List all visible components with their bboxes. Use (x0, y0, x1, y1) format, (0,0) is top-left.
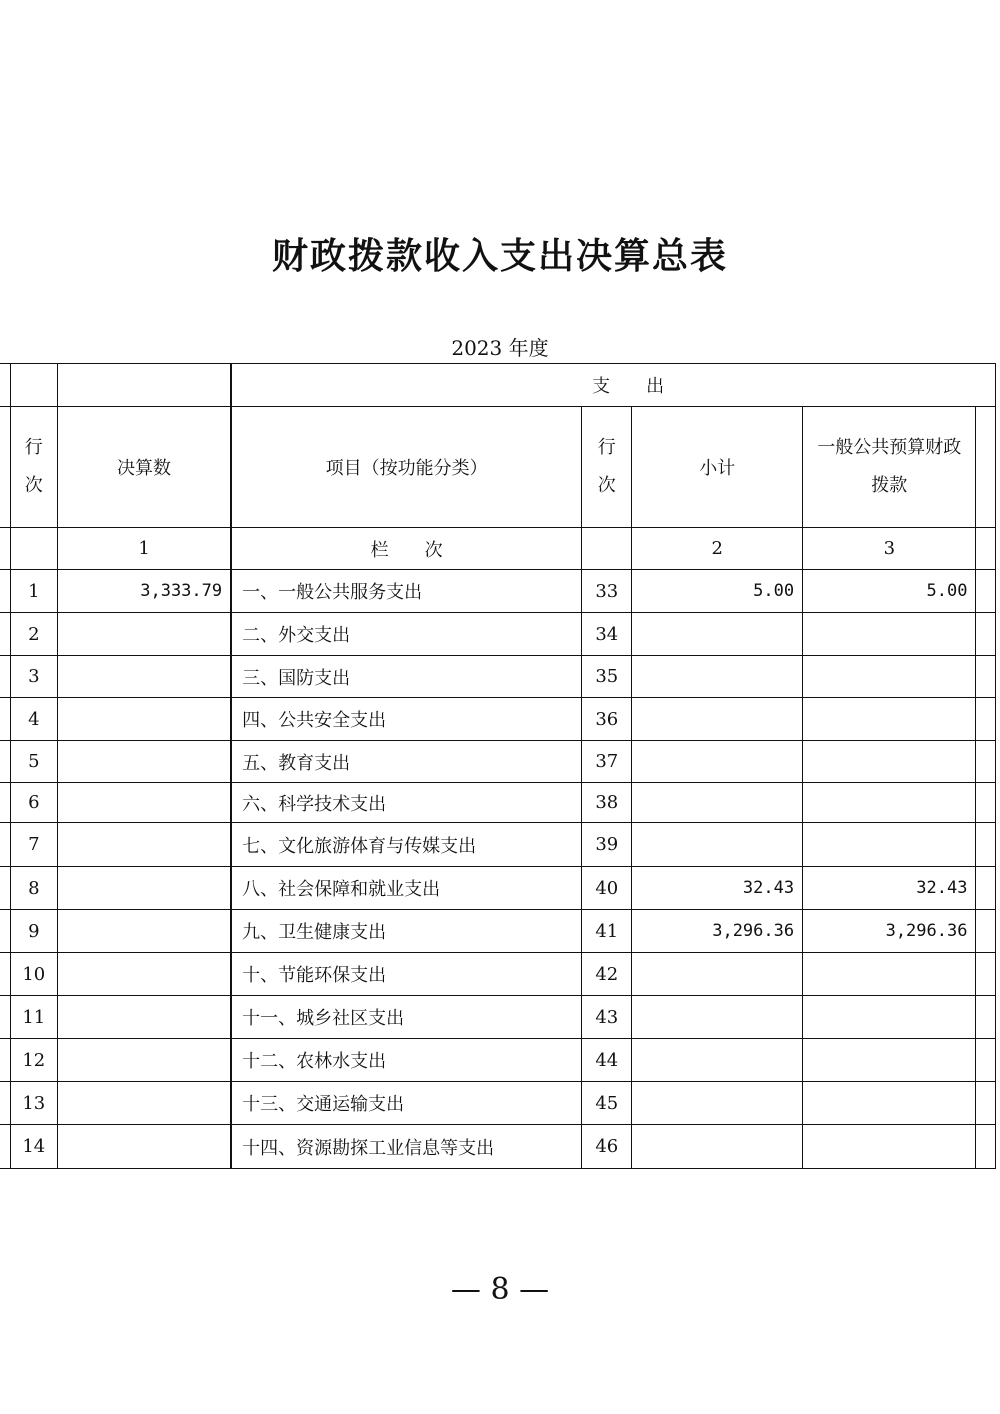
row-no2: 46 (582, 1125, 632, 1169)
amount-cell (57, 1082, 231, 1125)
page-number: — 8 — (450, 1272, 550, 1307)
item-cell: 五、教育支出 (231, 741, 582, 783)
table-row (0, 910, 996, 953)
table-row (0, 698, 996, 741)
edge-cell (976, 741, 996, 783)
amount-cell (57, 698, 231, 741)
general-budget-cell (803, 613, 976, 656)
general-budget-cell (803, 1082, 976, 1125)
item-cell: 九、卫生健康支出 (231, 910, 582, 953)
row-no: 6 (10, 783, 57, 823)
subtotal-cell (632, 613, 803, 656)
item-cell: 二、外交支出 (231, 613, 582, 656)
edge-cell (976, 698, 996, 741)
column-number-row (0, 528, 996, 570)
subtotal-cell: 3,296.36 (632, 910, 803, 953)
table-row (0, 1082, 996, 1125)
amount-cell (57, 1125, 231, 1169)
col3-label: 3 (803, 528, 976, 570)
row-no2: 34 (582, 613, 632, 656)
col1-label: 1 (57, 528, 231, 570)
edge-cell (0, 613, 10, 656)
row-no: 1 (10, 570, 57, 613)
edge-cell (976, 910, 996, 953)
header-row-top (0, 364, 996, 407)
row-no: 12 (10, 1039, 57, 1082)
subtotal-cell: 32.43 (632, 867, 803, 910)
expense-header: 支 出 (231, 364, 995, 407)
general-budget-cell (803, 996, 976, 1039)
row-no: 13 (10, 1082, 57, 1125)
row-no2-header: 行次 (597, 437, 616, 496)
amount-cell (57, 867, 231, 910)
row-no: 4 (10, 698, 57, 741)
edge-cell (0, 867, 10, 910)
amount-cell (57, 823, 231, 867)
item-cell: 四、公共安全支出 (231, 698, 582, 741)
row-no: 10 (10, 953, 57, 996)
row-no2: 40 (582, 867, 632, 910)
table-row (0, 1125, 996, 1169)
row-no: 5 (10, 741, 57, 783)
subtotal-cell (632, 1039, 803, 1082)
edge-cell (0, 783, 10, 823)
edge-cell (976, 867, 996, 910)
row-no: 11 (10, 996, 57, 1039)
col-label: 栏 次 (231, 528, 582, 570)
row-no2: 45 (582, 1082, 632, 1125)
row-no2: 38 (582, 783, 632, 823)
item-cell: 十、节能环保支出 (231, 953, 582, 996)
col2-label: 2 (632, 528, 803, 570)
table-row (0, 741, 996, 783)
edge-cell (0, 996, 10, 1039)
edge-cell (0, 656, 10, 698)
header-row-columns (0, 407, 996, 528)
row-no2: 42 (582, 953, 632, 996)
edge-cell (976, 996, 996, 1039)
edge-cell (976, 823, 996, 867)
edge-cell (976, 570, 996, 613)
row-no: 8 (10, 867, 57, 910)
row-no: 3 (10, 656, 57, 698)
edge-cell (976, 953, 996, 996)
amount-cell (57, 741, 231, 783)
edge-cell (0, 1039, 10, 1082)
subtotal-cell (632, 698, 803, 741)
subtotal-cell (632, 953, 803, 996)
edge-cell (0, 570, 10, 613)
subtotal-cell (632, 741, 803, 783)
item-cell: 八、社会保障和就业支出 (231, 867, 582, 910)
row-no: 14 (10, 1125, 57, 1169)
table-row (0, 867, 996, 910)
subtotal-cell (632, 1125, 803, 1169)
edge-cell (0, 1082, 10, 1125)
general-budget-cell (803, 1039, 976, 1082)
table-row (0, 996, 996, 1039)
general-budget-cell (803, 823, 976, 867)
table-row (0, 953, 996, 996)
item-cell: 十二、农林水支出 (231, 1039, 582, 1082)
amount-cell (57, 656, 231, 698)
item-cell: 十四、资源勘探工业信息等支出 (231, 1125, 582, 1169)
row-no2: 43 (582, 996, 632, 1039)
general-budget-header: 一般公共预算财政拨款 (817, 437, 962, 496)
fiscal-year: 2023 年度 (451, 336, 549, 360)
general-budget-cell: 32.43 (803, 867, 976, 910)
amount-cell: 3,333.79 (57, 570, 231, 613)
subtotal-cell: 5.00 (632, 570, 803, 613)
table-row (0, 570, 996, 613)
subtotal-cell (632, 823, 803, 867)
amount-cell (57, 953, 231, 996)
subtotal-header: 小计 (632, 407, 803, 528)
row-no: 9 (10, 910, 57, 953)
item-cell: 三、国防支出 (231, 656, 582, 698)
table-row (0, 656, 996, 698)
table-row (0, 613, 996, 656)
edge-cell (976, 1125, 996, 1169)
amount-cell (57, 910, 231, 953)
subtotal-cell (632, 996, 803, 1039)
row-no2: 36 (582, 698, 632, 741)
row-no2: 35 (582, 656, 632, 698)
edge-cell (976, 613, 996, 656)
edge-cell (0, 953, 10, 996)
amount-cell (57, 613, 231, 656)
item-cell: 一、一般公共服务支出 (231, 570, 582, 613)
general-budget-cell (803, 741, 976, 783)
general-budget-cell (803, 1125, 976, 1169)
edge-cell (0, 910, 10, 953)
row-no2: 41 (582, 910, 632, 953)
subtotal-cell (632, 1082, 803, 1125)
edge-cell (976, 1082, 996, 1125)
table-row (0, 1039, 996, 1082)
subtotal-cell (632, 783, 803, 823)
row-no-header: 行次 (24, 437, 43, 496)
amount-header: 决算数 (57, 407, 231, 528)
item-cell: 七、文化旅游体育与传媒支出 (231, 823, 582, 867)
row-no2: 37 (582, 741, 632, 783)
edge-cell (0, 823, 10, 867)
table-row (0, 823, 996, 867)
row-no2: 39 (582, 823, 632, 867)
edge-cell (976, 1039, 996, 1082)
general-budget-cell (803, 783, 976, 823)
row-no: 2 (10, 613, 57, 656)
amount-cell (57, 996, 231, 1039)
edge-cell (0, 698, 10, 741)
row-no: 7 (10, 823, 57, 867)
row-no2: 33 (582, 570, 632, 613)
general-budget-cell (803, 656, 976, 698)
edge-cell (0, 741, 10, 783)
amount-cell (57, 783, 231, 823)
subtotal-cell (632, 656, 803, 698)
page-title: 财政拨款收入支出决算总表 (271, 236, 728, 277)
general-budget-cell (803, 953, 976, 996)
item-cell: 十三、交通运输支出 (231, 1082, 582, 1125)
row-no2: 44 (582, 1039, 632, 1082)
general-budget-cell: 3,296.36 (803, 910, 976, 953)
amount-cell (57, 1039, 231, 1082)
budget-table (0, 363, 996, 1169)
item-cell: 六、科学技术支出 (231, 783, 582, 823)
item-header: 项目（按功能分类） (231, 407, 582, 528)
edge-cell (976, 656, 996, 698)
edge-cell (0, 1125, 10, 1169)
general-budget-cell: 5.00 (803, 570, 976, 613)
item-cell: 十一、城乡社区支出 (231, 996, 582, 1039)
general-budget-cell (803, 698, 976, 741)
table-row (0, 783, 996, 823)
edge-cell (976, 783, 996, 823)
